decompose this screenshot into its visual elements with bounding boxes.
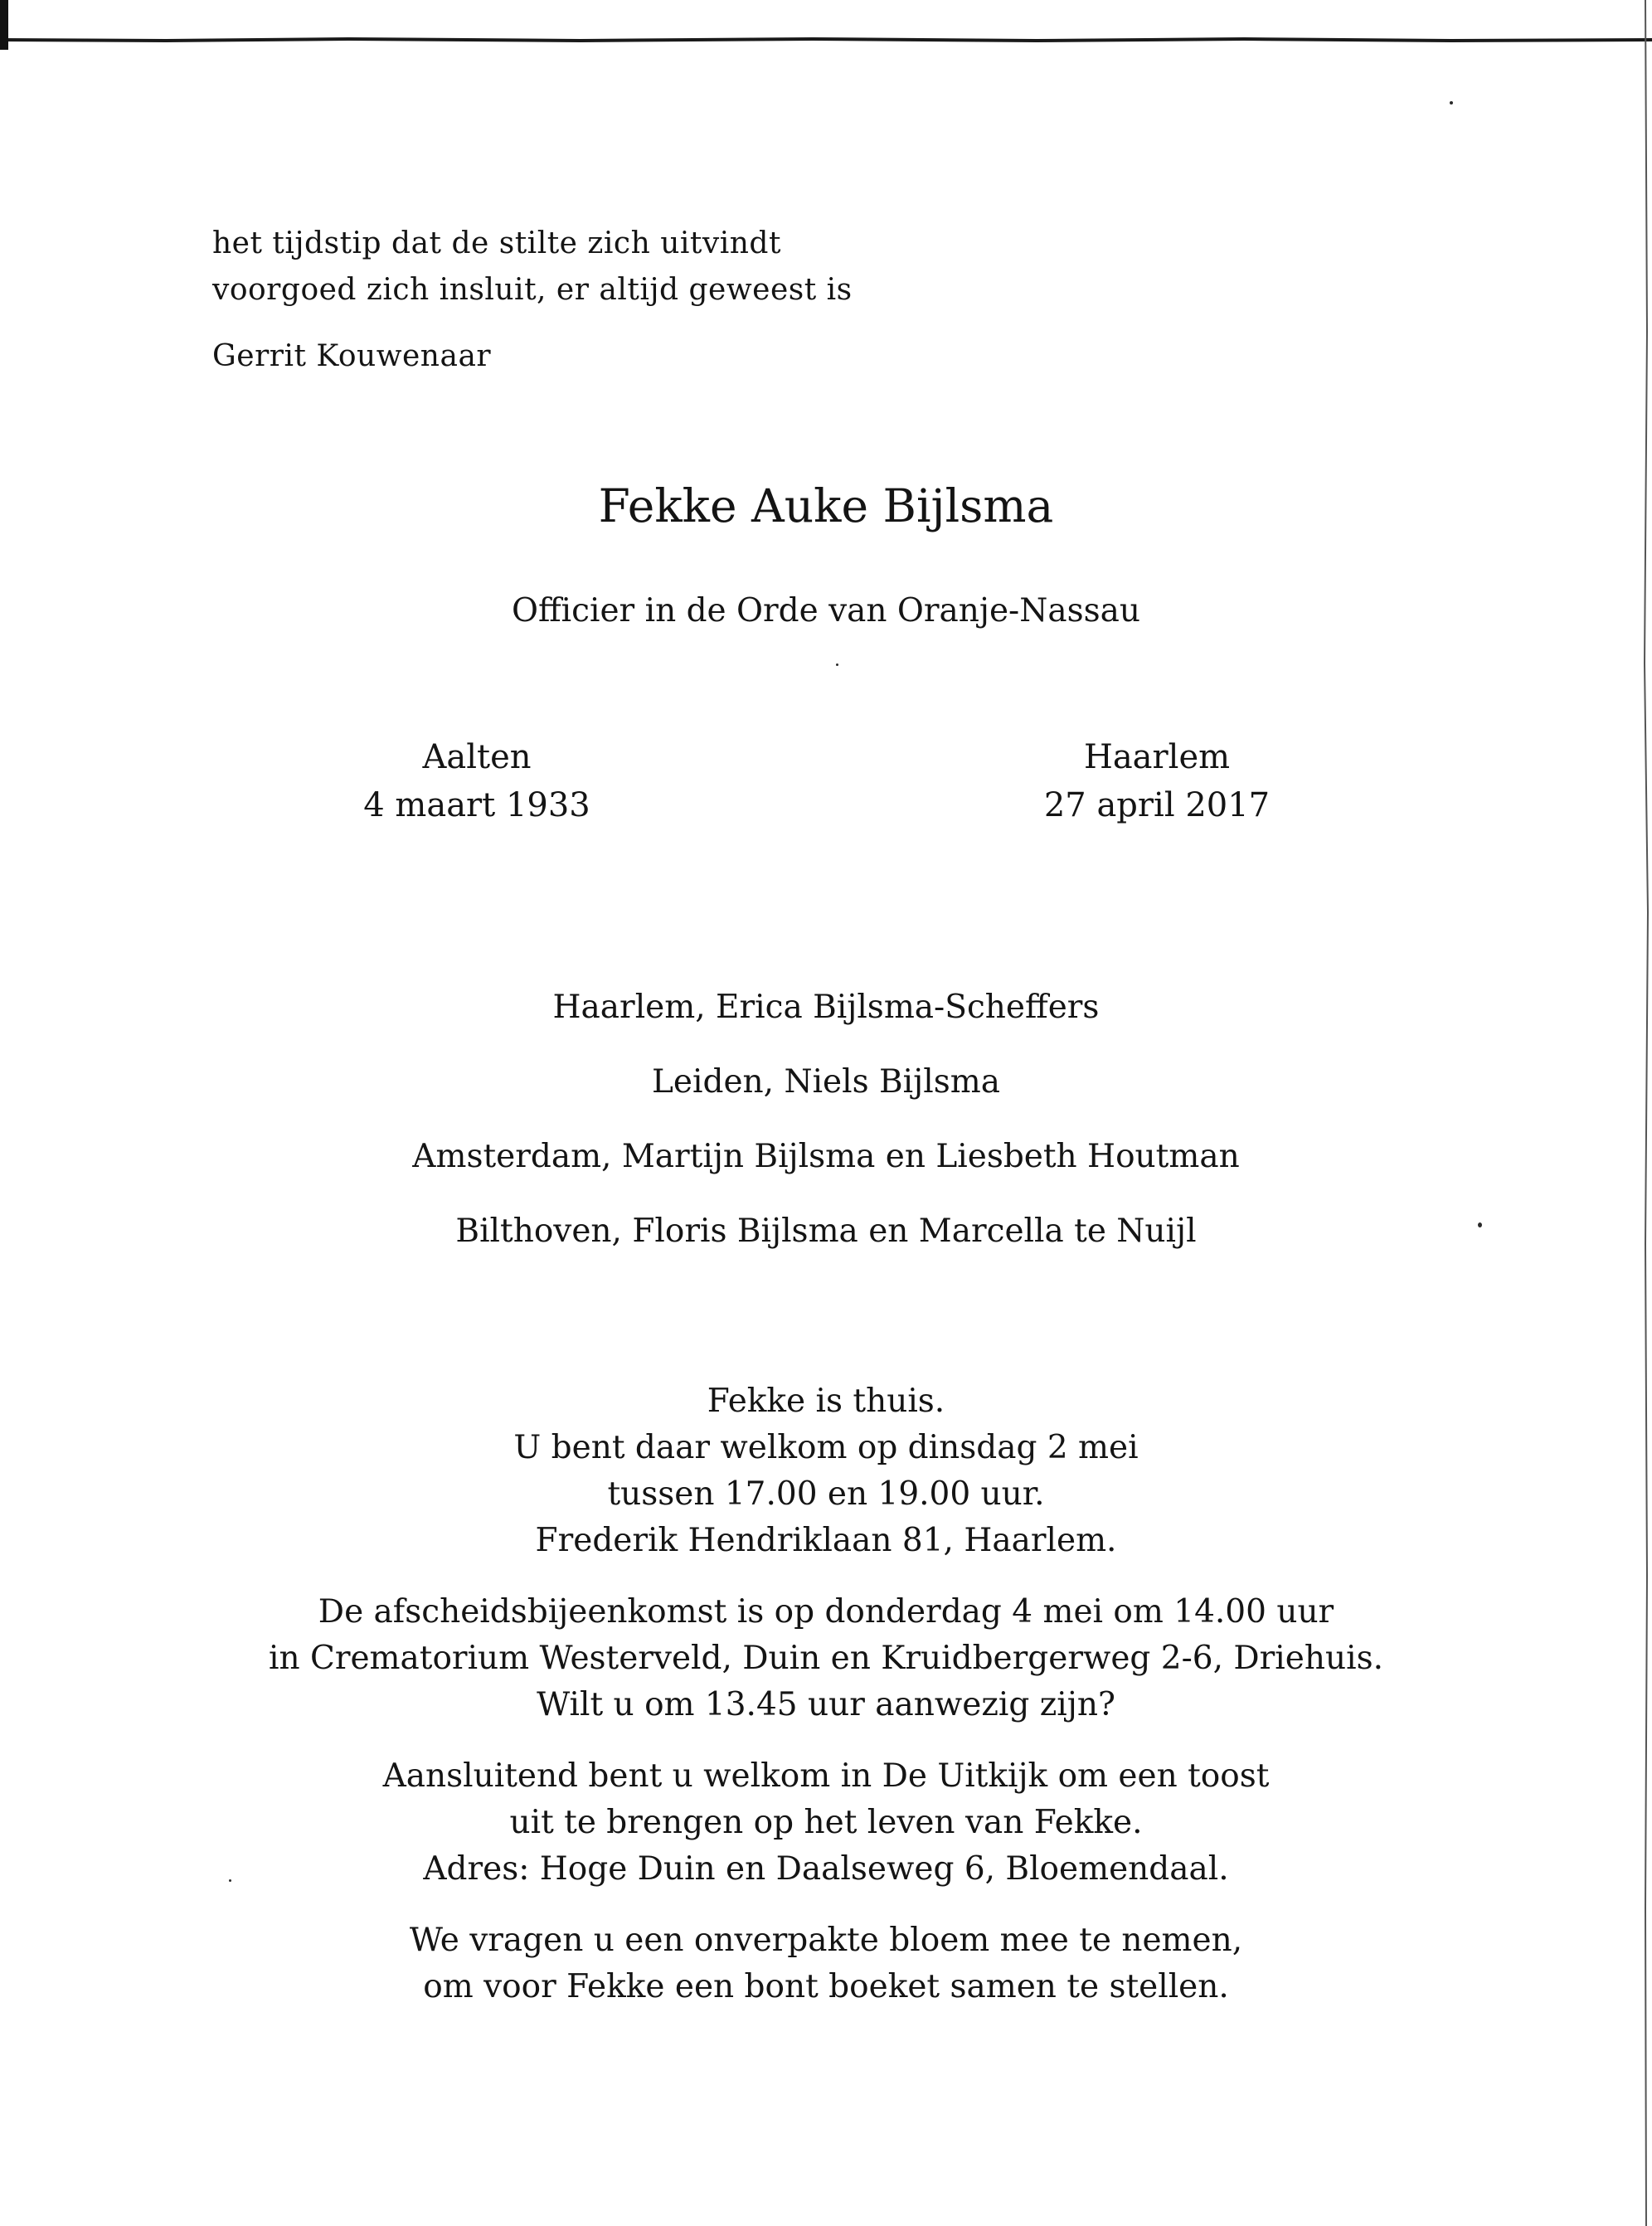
info-line: U bent daar welkom op dinsdag 2 mei [513, 1429, 1139, 1466]
birth-place: Aalten [422, 738, 532, 776]
deceased-name: Fekke Auke Bijlsma [598, 479, 1054, 532]
ceremony-paragraph [0, 1589, 1652, 1728]
visitation-paragraph [0, 1378, 1652, 1564]
info-line: Fekke is thuis. [707, 1383, 945, 1420]
poem-line: voorgoed zich insluit, er altijd geweest is [212, 273, 853, 307]
family-member: Amsterdam, Martijn Bijlsma en Liesbeth Houtman [412, 1138, 1240, 1175]
deceased-honor: Officier in de Orde van Oranje-Nassau [512, 592, 1140, 629]
birth-date: 4 maart 1933 [363, 786, 590, 824]
info-line: tussen 17.00 en 19.00 uur. [607, 1475, 1045, 1513]
family-member: Haarlem, Erica Bijlsma-Scheffers [552, 989, 1100, 1026]
scan-edge-top [0, 33, 1652, 45]
info-line: Frederik Hendriklaan 81, Haarlem. [535, 1522, 1117, 1559]
family-member: Leiden, Niels Bijlsma [652, 1063, 1000, 1101]
info-line: in Crematorium Westerveld, Duin en Kruidbergerweg 2-6, Driehuis. [269, 1640, 1383, 1677]
family-list [0, 985, 1652, 1284]
death-date: 27 april 2017 [1043, 786, 1271, 824]
family-member: Bilthoven, Floris Bijlsma en Marcella te Nuijl [455, 1213, 1197, 1250]
funeral-info [0, 1378, 1652, 2035]
scan-edge-left [0, 0, 8, 50]
scan-speck [1450, 101, 1453, 104]
poem-line: het tijdstip dat de stilte zich uitvindt [212, 226, 781, 260]
info-line: om voor Fekke een bont boeket samen te stellen. [423, 1968, 1229, 2005]
info-line: Aansluitend bent u welkom in De Uitkijk om een toost [382, 1757, 1270, 1795]
poem-author: Gerrit Kouwenaar [212, 339, 492, 373]
info-line: We vragen u een onverpakte bloem mee te nemen, [409, 1922, 1243, 1959]
flowers-paragraph [0, 1917, 1652, 2010]
info-line: De afscheidsbijeenkomst is op donderdag 4 mei om 14.00 uur [318, 1593, 1334, 1631]
reception-paragraph [0, 1753, 1652, 1893]
info-line: Adres: Hoge Duin en Daalseweg 6, Bloemendaal. [423, 1850, 1229, 1888]
death-info [1020, 733, 1294, 829]
poem [212, 221, 853, 380]
info-line: Wilt u om 13.45 uur aanwezig zijn? [537, 1686, 1115, 1723]
scan-speck [836, 663, 838, 666]
death-place: Haarlem [1083, 738, 1231, 776]
birth-info [348, 733, 605, 829]
info-line: uit te brengen op het leven van Fekke. [509, 1804, 1143, 1841]
